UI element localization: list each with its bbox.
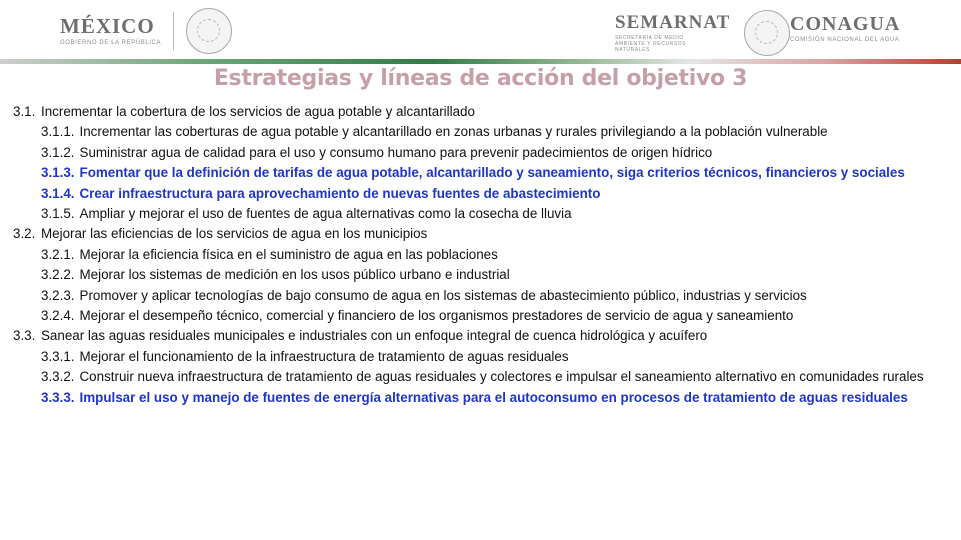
item-number: 3.1.4. bbox=[41, 185, 75, 201]
action-line-item bbox=[13, 347, 943, 367]
item-number: 3.2.3. bbox=[41, 287, 75, 303]
item-text: Promover y aplicar tecnologías de bajo consumo de agua en los sistemas de abastecimiento público, industrias y servicios bbox=[79, 287, 807, 303]
item-number: 3.3. bbox=[13, 328, 36, 344]
item-text: Suministrar agua de calidad para el uso y consumo humano para prevenir padecimientos de origen hídrico bbox=[79, 144, 713, 160]
item-number: 3.2.4. bbox=[41, 308, 75, 324]
divider bbox=[173, 12, 174, 50]
mexico-wordmark: MÉXICO bbox=[60, 14, 155, 38]
item-text: Sanear las aguas residuales municipales e industriales con un enfoque integral de cuenca hidrológica y acuífero bbox=[41, 328, 708, 344]
action-line-item bbox=[13, 184, 943, 204]
item-text: Mejorar la eficiencia física en el suministro de agua en las poblaciones bbox=[79, 246, 498, 262]
national-seal-icon bbox=[744, 10, 790, 56]
item-number: 3.3.1. bbox=[41, 348, 75, 364]
action-line-item bbox=[13, 286, 943, 306]
item-text: Mejorar los sistemas de medición en los usos público urbano e industrial bbox=[79, 267, 510, 283]
action-line-item bbox=[13, 143, 943, 163]
item-number: 3.2.2. bbox=[41, 267, 75, 283]
item-number: 3.1.5. bbox=[41, 206, 75, 222]
strategy-item bbox=[13, 326, 943, 346]
item-text: Construir nueva infraestructura de tratamiento de aguas residuales y colectores e impulsar el saneamiento alternativo en comunidades rurales bbox=[79, 369, 924, 385]
item-number: 3.1.2. bbox=[41, 144, 75, 160]
semarnat-logo bbox=[615, 10, 790, 56]
item-number: 3.3.2. bbox=[41, 369, 75, 385]
header bbox=[0, 0, 961, 62]
action-line-item bbox=[13, 163, 943, 183]
item-number: 3.1.3. bbox=[41, 165, 75, 181]
action-lines-list bbox=[13, 102, 943, 408]
mexico-logo bbox=[60, 8, 232, 54]
item-text: Impulsar el uso y manejo de fuentes de energía alternativas para el autoconsumo en procesos de tratamiento de aguas residuales bbox=[79, 389, 908, 405]
semarnat-subtitle: SECRETARÍA DE MEDIO AMBIENTE Y RECURSOS NATURALES bbox=[615, 35, 687, 53]
action-line-item bbox=[13, 122, 943, 142]
mexico-subtitle: GOBIERNO DE LA REPÚBLICA bbox=[60, 40, 162, 46]
item-number: 3.2. bbox=[13, 226, 36, 242]
strategy-item bbox=[13, 224, 943, 244]
item-number: 3.3.3. bbox=[41, 389, 75, 405]
action-line-item bbox=[13, 265, 943, 285]
action-line-item bbox=[13, 245, 943, 265]
semarnat-wordmark: SEMARNAT bbox=[615, 12, 731, 33]
page-title: Estrategias y líneas de acción del objetivo 3 bbox=[213, 66, 748, 91]
item-text: Fomentar que la definición de tarifas de agua potable, alcantarillado y saneamiento, siga criterios técnicos, financieros y sociales bbox=[79, 165, 905, 181]
header-stripe bbox=[0, 59, 961, 64]
conagua-subtitle: COMISIÓN NACIONAL DEL AGUA bbox=[790, 37, 900, 43]
action-line-item bbox=[13, 204, 943, 224]
item-text: Incrementar las coberturas de agua potable y alcantarillado en zonas urbanas y rurales privilegiando a la población vulnerable bbox=[79, 124, 828, 140]
action-line-item bbox=[13, 388, 943, 408]
action-line-item bbox=[13, 306, 943, 326]
item-text: Crear infraestructura para aprovechamiento de nuevas fuentes de abastecimiento bbox=[79, 185, 601, 201]
item-number: 3.2.1. bbox=[41, 246, 75, 262]
conagua-wordmark: CONAGUA bbox=[790, 13, 901, 35]
action-line-item bbox=[13, 367, 943, 387]
item-text: Incrementar la cobertura de los servicios de agua potable y alcantarillado bbox=[41, 104, 475, 119]
strategy-item bbox=[13, 102, 943, 122]
item-text: Mejorar el desempeño técnico, comercial y financiero de los organismos prestadores de servicio de agua y saneamiento bbox=[79, 308, 794, 324]
item-number: 3.1. bbox=[13, 104, 36, 119]
national-seal-icon bbox=[186, 8, 232, 54]
item-text: Ampliar y mejorar el uso de fuentes de agua alternativas como la cosecha de lluvia bbox=[79, 206, 572, 222]
item-text: Mejorar las eficiencias de los servicios de agua en los municipios bbox=[41, 226, 428, 242]
conagua-logo bbox=[790, 14, 900, 43]
item-number: 3.1.1. bbox=[41, 124, 75, 140]
item-text: Mejorar el funcionamiento de la infraestructura de tratamiento de aguas residuales bbox=[79, 348, 569, 364]
